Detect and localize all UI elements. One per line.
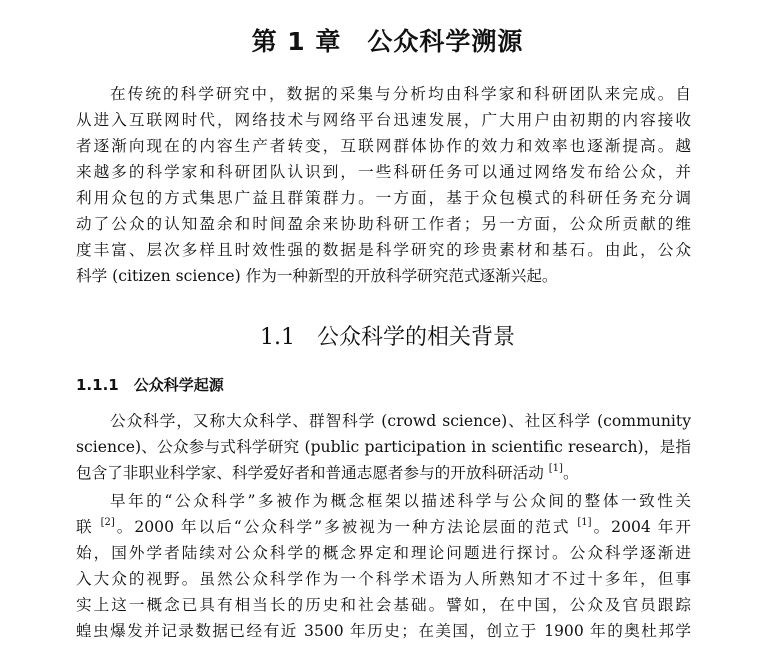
intro-line-1: 在传统的科学研究中，数据的采集与分析均由科学家和科研团队来完成。自 xyxy=(110,85,691,103)
citation-ref[interactable]: [2] xyxy=(100,517,115,528)
intro-line-5: 利用众包的方式集思广益且群策群力。一方面，基于众包模式的科研任务充分调 xyxy=(76,189,691,207)
para2-line-4: 入大众的视野。虽然公众科学作为一个科学术语为人所熟知才不过十多年，但事 xyxy=(76,570,691,588)
para2-line-5: 实上这一概念已具有相当长的历史和社会基础。譬如，在中国，公众及官员跟踪 xyxy=(76,596,691,614)
intro-line-6: 动了公众的认知盈余和时间盈余来协助科研工作者；另一方面，公众所贡献的维 xyxy=(76,215,691,233)
para2-line-2-a: 联 xyxy=(76,518,101,536)
para1-line-1: 公众科学，又称大众科学、群智科学 (crowd science)、社区科学 (community xyxy=(110,412,691,430)
intro-line-3: 者逐渐向现在的内容生产者转变，互联网群体协作的效力和效率也逐渐提高。越 xyxy=(76,137,691,155)
intro-line-4: 来越多的科学家和科研团队认识到，一些科研任务可以通过网络发布给公众，并 xyxy=(76,163,691,181)
intro-line-2: 从进入互联网时代，网络技术与网络平台迅速发展，广大用户由初期的内容接收 xyxy=(76,111,691,129)
para1-line-3 xyxy=(76,460,691,486)
para1-line-3-tail: 。 xyxy=(562,464,579,482)
intro-line-7: 度丰富、层次多样且时效性强的数据是科学研究的珍贵素材和基石。由此，公众 xyxy=(76,241,691,259)
para2-line-1: 早年的“公众科学”多被作为概念框架以描述科学与公众间的整体一致性关 xyxy=(110,492,691,510)
para1-line-3-text: 包含了非职业科学家、科学爱好者和普通志愿者参与的开放科研活动 xyxy=(76,464,549,482)
para1-line-2: science)、公众参与式科学研究 (public participation in scientific research)，是指 xyxy=(76,438,691,456)
citation-ref[interactable]: [1] xyxy=(577,517,592,528)
para2-line-2-c: 。2004 年开 xyxy=(591,518,691,536)
citation-ref[interactable]: [1] xyxy=(548,463,563,474)
para2-line-6: 蝗虫爆发并记录数据已经有近 3500 年历史；在美国，创立于 1900 年的奥杜邦学 xyxy=(76,622,691,640)
para2-line-2-b: 。2000 年以后“公众科学”多被视为一种方法论层面的范式 xyxy=(114,518,578,536)
para2-line-2 xyxy=(76,514,691,540)
chapter-title: 第 1 章 公众科学溯源 xyxy=(251,27,524,56)
subsection-title: 1.1.1 公众科学起源 xyxy=(76,376,224,394)
para2-line-3: 始，国外学者陆续对公众科学的概念界定和理论问题进行探讨。公众科学逐渐进 xyxy=(76,544,691,562)
intro-line-8: 科学 (citizen science) 作为一种新型的开放科学研究范式逐渐兴起。 xyxy=(76,267,558,285)
section-title: 1.1 公众科学的相关背景 xyxy=(260,325,515,350)
